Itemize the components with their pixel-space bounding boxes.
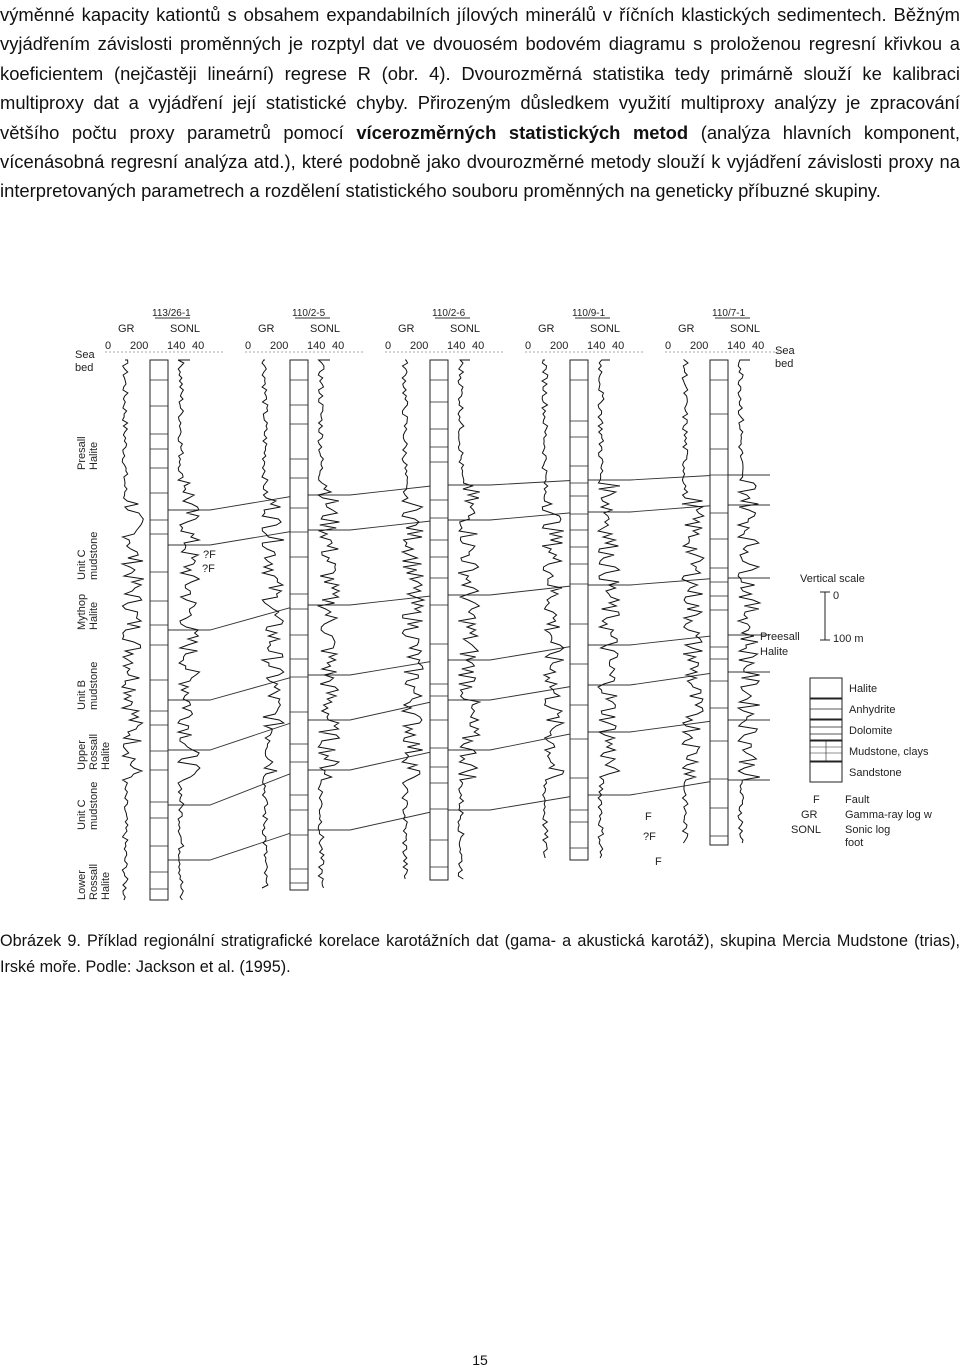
scale-label: 140 [727,340,746,352]
correlation-line [160,780,770,860]
caption-text: Příklad regionální stratigrafické korelace karotážních dat (gama- a akustická karotáž), skupina Mercia Mudstone (trias), Irské moře. Podle: Jackson et al. (1995). [0,932,960,976]
gr-header-label: GR [258,323,275,335]
lithology-column [290,360,308,890]
gr-trace [542,360,564,858]
unit-label: Unit C [76,549,88,580]
scale-top-label: 0 [833,590,840,602]
unit-label: Rossall [88,863,100,900]
sonl-header-label: SONL [310,323,340,335]
legend-swatch [810,678,842,698]
unit-label: Unit C [76,799,88,830]
legend-lithology-label: Anhydrite [849,704,896,716]
paragraph-text-1: výměnné kapacity kationtů s obsahem expandabilních jílových minerálů v říčních klastických sedimentech. Běžným vyjádřením závislosti proměnných je rozptyl dat ve dvouosém bodovém diagramu s proloženou regresní křivkou a koeficientem (nejčastěji lineární) regrese R (obr. 4). Dvourozměrná statistika tedy primárně slouží ke kalibraci multiproxy dat a vyjádření její statistické chyby. Přirozeným důsledkem využití multiproxy analýzy je zpracování většího počtu proxy parametrů pomocí [0,4,960,143]
well-id-label: 110/9-1 [572,308,606,319]
unit-label: Lower [76,870,88,900]
scale-label: 200 [130,340,149,352]
unit-label: Unit B [76,680,88,710]
gr-header-label: GR [538,323,555,335]
scale-label: 140 [307,340,326,352]
scale-label: 200 [270,340,289,352]
fault-label: ?F [202,563,215,575]
legend-swatch [810,720,842,740]
scale-label: 140 [167,340,186,352]
lithology-column [570,360,588,860]
legend-symbol-code: GR [801,809,818,821]
unit-label: Halite [88,441,100,470]
gr-trace [402,360,424,879]
page-number: 15 [472,1352,488,1368]
unit-label: mudstone [88,661,100,710]
lithology-column [710,360,728,845]
unit-label: mudstone [88,781,100,830]
sonl-trace [738,360,760,843]
sonl-trace [318,360,339,888]
unit-label: Presall [76,436,88,470]
legend-lithology-label: Mudstone, clays [849,746,929,758]
scale-label: 200 [690,340,709,352]
legend-swatch [810,762,842,782]
well-id-label: 110/7-1 [712,308,746,319]
fault-label: F [645,811,652,823]
gr-header-label: GR [118,323,135,335]
correlation-line [160,475,770,510]
unit-label: Halite [100,871,112,900]
seabed-label: Sea [75,349,95,361]
seabed-label: bed [75,362,94,374]
correlation-line [160,720,770,805]
well-id-label: 110/2-6 [432,308,466,319]
seabed-label: bed [775,358,794,370]
sonl-trace [458,360,480,879]
gr-trace [122,360,144,900]
well-id-label: 110/2-5 [292,308,326,319]
gr-trace [682,360,704,843]
unit-label: Upper [76,740,88,770]
well-log-diagram [55,300,935,920]
scale-label: 0 [525,340,532,352]
scale-label: 140 [587,340,606,352]
paragraph-bold-term: vícerozměrných statistických metod [356,121,689,143]
scale-label: 200 [410,340,429,352]
lithology-column [430,360,448,880]
body-paragraph [0,0,960,206]
sonl-header-label: SONL [170,323,200,335]
seabed-label: Sea [775,345,795,357]
caption-label: Obrázek 9. [0,932,81,950]
scale-label: 40 [332,340,345,352]
legend-symbol-code: F [813,794,820,806]
legend-symbol-cut: foot [845,837,864,849]
unit-label: Halite [88,601,100,630]
fault-label: F [655,856,662,868]
preesall-label: Halite [760,646,789,658]
fault-label: ?F [203,549,216,561]
well-log-correlation-figure [55,300,935,920]
unit-label: Halite [100,741,112,770]
scale-label: 0 [105,340,112,352]
gr-header-label: GR [678,323,695,335]
scale-bottom-label: 100 m [833,633,864,645]
vertical-scale-title: Vertical scale [800,573,865,585]
fault-label: ?F [643,831,656,843]
paragraph-text-2: (analýza hlavních komponent, vícenásobná regresní analýza atd.), které podobně jako dvourozměrné metody slouží k vyjádření závislosti proxy na interpretovaných parametrech a rozdělení statistického souboru proměnných na geneticky příbuzné skupiny. [0,121,960,202]
legend-lithology-label: Sandstone [849,767,902,779]
correlation-line [160,672,770,750]
gr-header-label: GR [398,323,415,335]
legend-lithology-label: Halite [849,683,878,695]
scale-label: 140 [447,340,466,352]
preesall-label: Preesall [760,631,800,643]
legend-symbol-desc: Fault [845,794,870,806]
legend-symbol-desc: Gamma-ray log w [845,809,932,821]
sonl-header-label: SONL [730,323,760,335]
sonl-trace [598,360,620,858]
scale-label: 200 [550,340,569,352]
figure-caption [0,928,960,980]
correlation-line [160,505,770,545]
legend-lithology-label: Dolomite [849,725,893,737]
sonl-header-label: SONL [590,323,620,335]
unit-label: Mythop [76,593,88,630]
scale-label: 0 [665,340,672,352]
scale-label: 40 [612,340,625,352]
well-id-label: 113/26-1 [152,308,191,319]
scale-label: 40 [472,340,485,352]
scale-label: 0 [385,340,392,352]
sonl-header-label: SONL [450,323,480,335]
scale-label: 40 [192,340,205,352]
unit-label: mudstone [88,531,100,580]
scale-label: 40 [752,340,765,352]
gr-trace [262,360,284,888]
correlation-line [160,635,770,700]
unit-label: Rossall [88,733,100,770]
lithology-column [150,360,168,900]
legend-symbol-desc: Sonic log [845,824,891,836]
legend-symbol-code: SONL [791,824,821,836]
scale-label: 0 [245,340,252,352]
